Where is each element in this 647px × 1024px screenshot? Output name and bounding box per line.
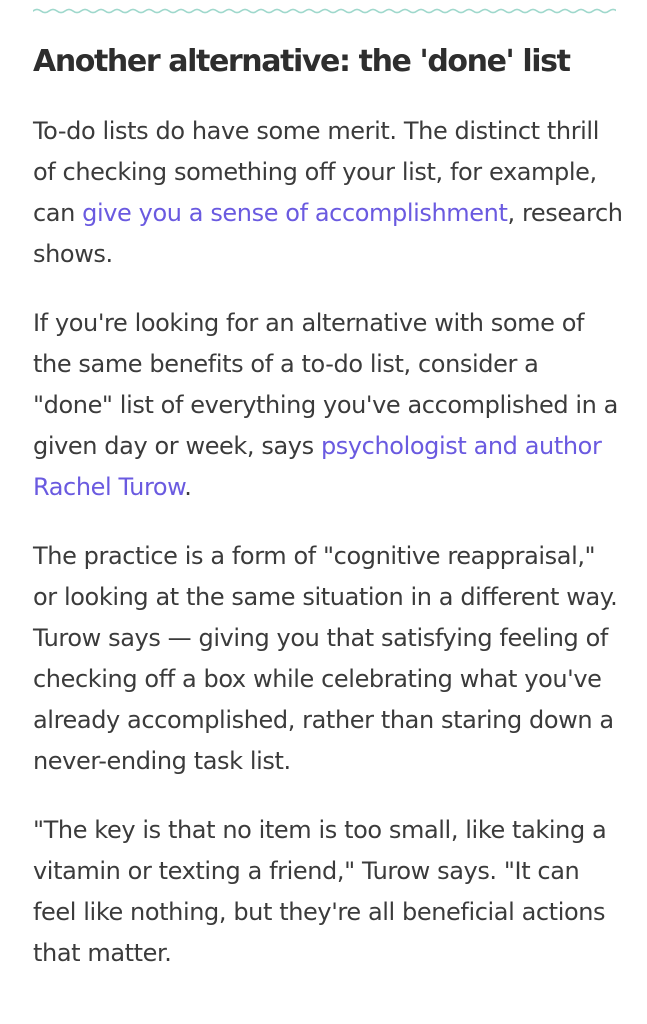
paragraph-3: The practice is a form of "cognitive reappraisal," or looking at the same situation in a different way. Turow says — giving you that satisfying feeling of checking off a box while celebrating what you've already accomplished, rather than staring down a never-ending task list. — [33, 542, 618, 775]
paragraph-1 — [33, 111, 623, 275]
wavy-divider-icon — [33, 4, 616, 18]
paragraph-2 — [33, 303, 623, 508]
article-body — [33, 111, 623, 1002]
paragraph-1-text-after: , research shows. — [33, 199, 623, 268]
paragraph-1-text-before: To-do lists do have some merit. The distinct thrill of checking something off your list, for example, can — [33, 117, 599, 227]
paragraph-2-text-before: If you're looking for an alternative with some of the same benefits of a to-do list, consider a "done" list of everything you've accomplished in a given day or week, says — [33, 309, 618, 460]
rachel-turow-link[interactable]: psychologist and author Rachel Turow — [33, 432, 602, 501]
accomplishment-research-link[interactable]: give you a sense of accomplishment — [82, 199, 508, 227]
section-heading: Another alternative: the 'done' list — [33, 44, 570, 79]
paragraph-4: "The key is that no item is too small, like taking a vitamin or texting a friend," Turow says. "It can feel like nothing, but they're all beneficial actions that matter. — [33, 816, 607, 967]
paragraph-2-text-after: . — [184, 473, 192, 501]
